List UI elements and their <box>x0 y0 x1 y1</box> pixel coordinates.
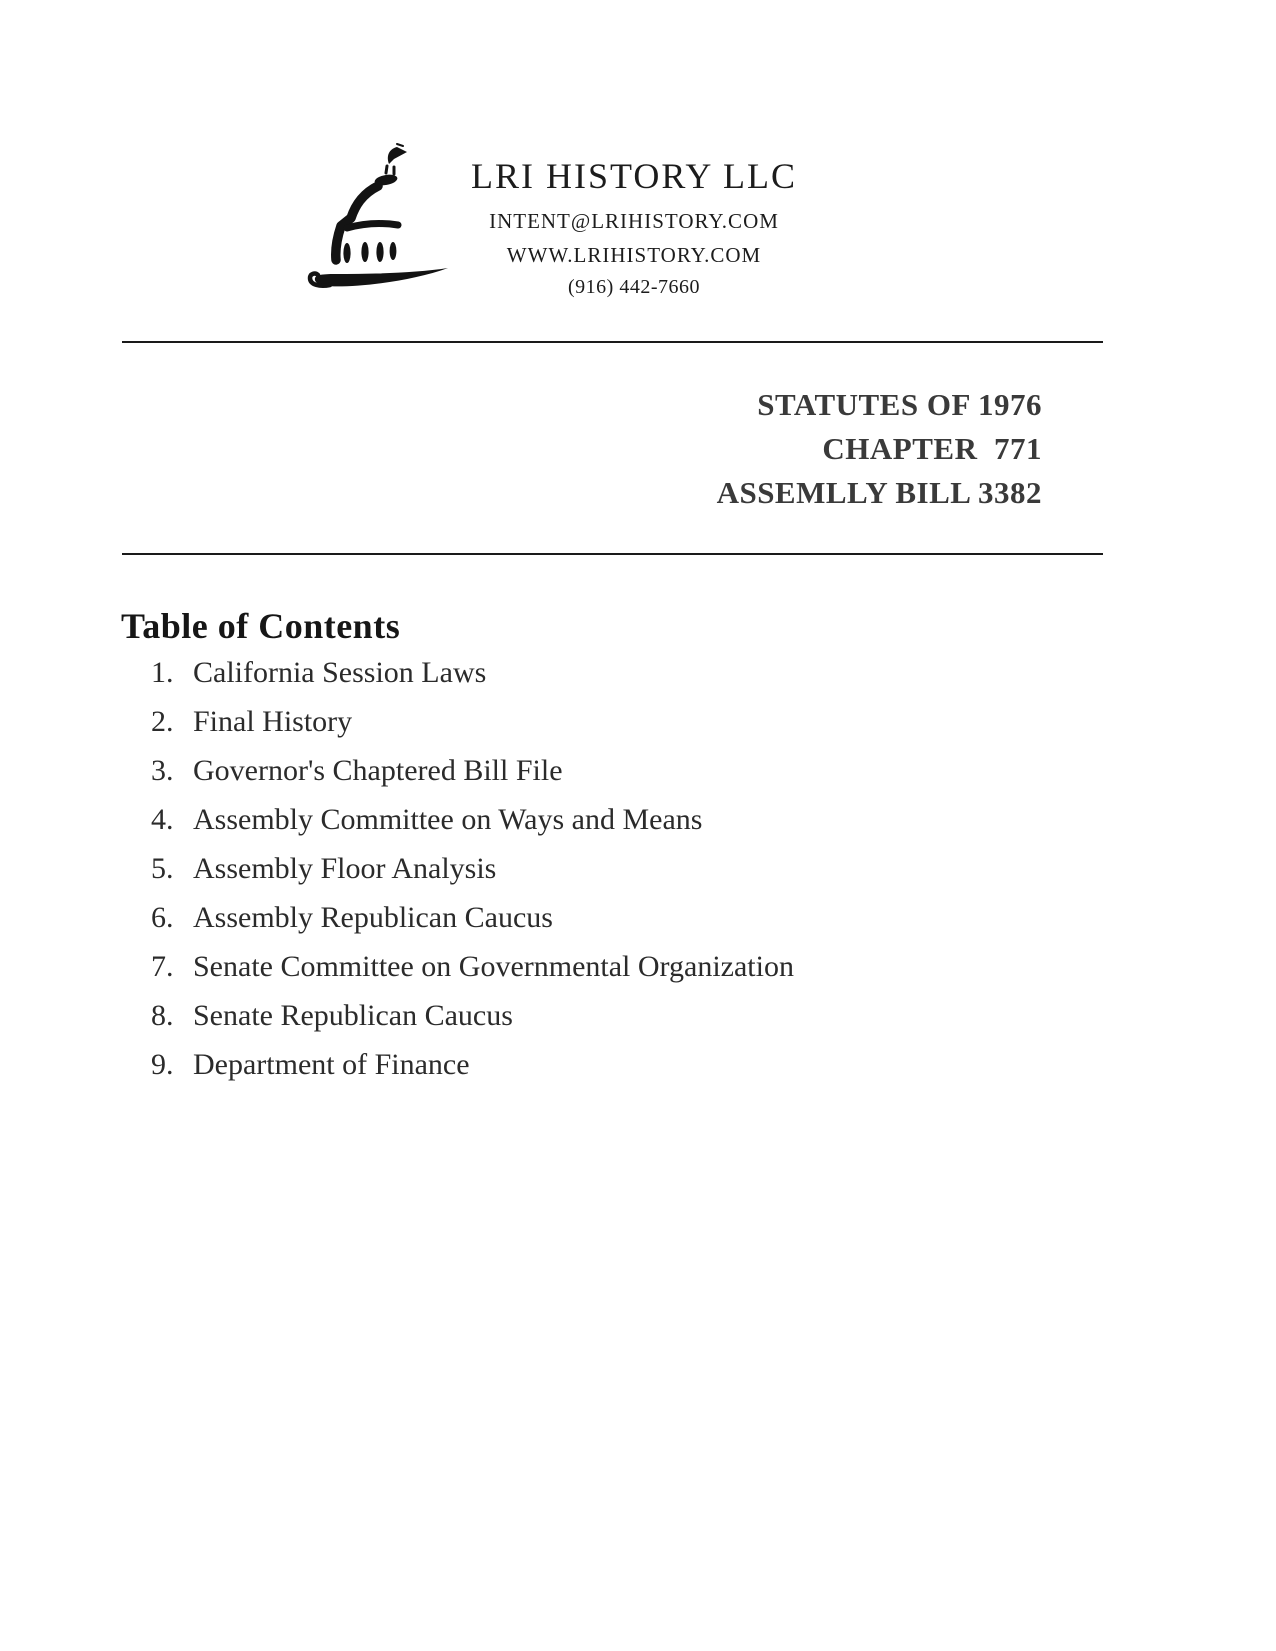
company-email: INTENT@LRIHISTORY.COM <box>489 209 779 233</box>
toc-item-number: 4. <box>151 803 174 836</box>
statute-title-block <box>717 383 1042 515</box>
capitol-dome-logo-icon <box>290 125 450 295</box>
toc-item <box>151 658 1051 688</box>
toc-item-number: 3. <box>151 754 174 787</box>
toc-item <box>151 805 1051 835</box>
toc-item-number: 2. <box>151 705 174 738</box>
toc-item-label: Assembly Committee on Ways and Means <box>193 803 703 836</box>
toc-item-label: Senate Republican Caucus <box>193 999 513 1032</box>
company-phone: (916) 442-7660 <box>568 276 700 298</box>
toc-item-number: 9. <box>151 1048 174 1081</box>
toc-item-label: California Session Laws <box>193 656 487 689</box>
toc-item <box>151 707 1051 737</box>
toc-list <box>151 658 1051 1099</box>
letterhead <box>434 156 834 299</box>
toc-item <box>151 854 1051 884</box>
toc-item-number: 7. <box>151 950 174 983</box>
toc-item <box>151 1050 1051 1080</box>
chapter-line: CHAPTER 771 <box>822 431 1042 466</box>
bottom-divider <box>122 553 1103 555</box>
company-name: LRI HISTORY LLC <box>470 156 797 196</box>
toc-item <box>151 903 1051 933</box>
toc-item <box>151 756 1051 786</box>
toc-item-label: Senate Committee on Governmental Organization <box>193 950 794 983</box>
toc-item-label: Department of Finance <box>193 1048 470 1081</box>
assembly-bill-line: ASSEMLLY BILL 3382 <box>716 475 1042 510</box>
top-divider <box>122 341 1103 343</box>
statutes-year-line: STATUTES OF 1976 <box>757 387 1042 422</box>
toc-item-number: 8. <box>151 999 174 1032</box>
toc-item-number: 1. <box>151 656 174 689</box>
toc-item <box>151 952 1051 982</box>
toc-item-label: Final History <box>193 705 353 738</box>
toc-item-label: Assembly Republican Caucus <box>193 901 553 934</box>
page-title: Table of Contents <box>121 606 401 647</box>
toc-item <box>151 1001 1051 1031</box>
toc-item-label: Governor's Chaptered Bill File <box>193 754 563 787</box>
toc-item-number: 5. <box>151 852 174 885</box>
toc-item-label: Assembly Floor Analysis <box>193 852 497 885</box>
toc-item-number: 6. <box>151 901 174 934</box>
company-website: WWW.LRIHISTORY.COM <box>506 243 762 267</box>
